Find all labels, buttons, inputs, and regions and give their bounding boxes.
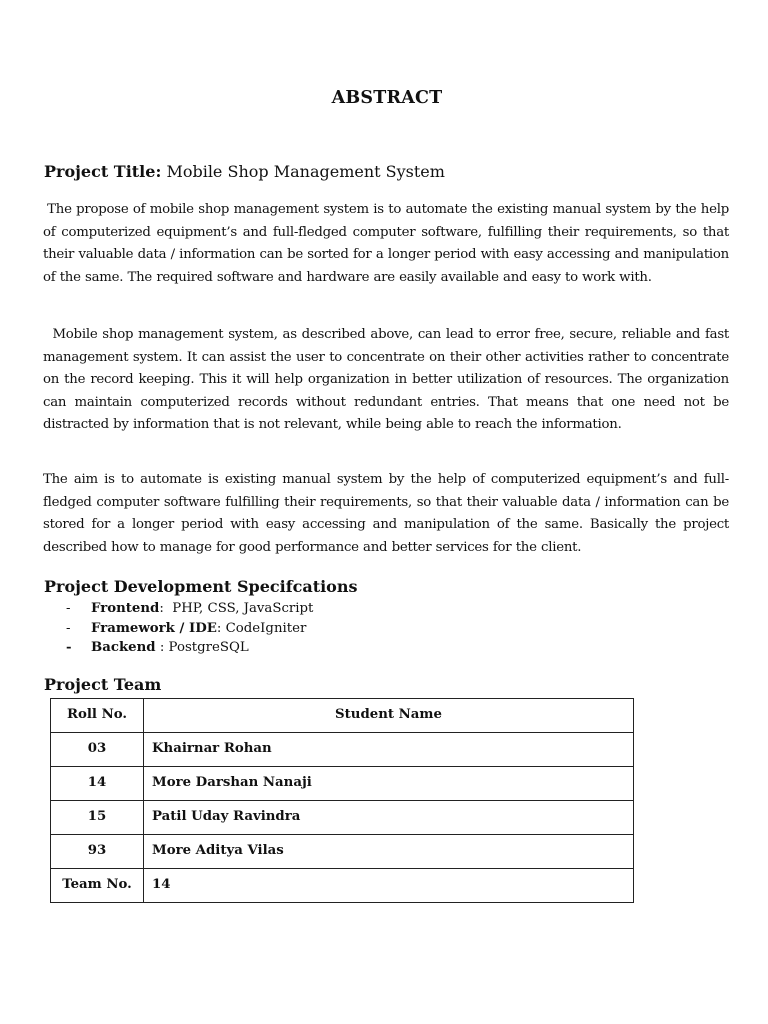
spec-item-framework <box>66 619 313 639</box>
cell-student-name: Khairnar Rohan <box>144 733 634 767</box>
spec-value: PHP, CSS, JavaScript <box>163 601 314 616</box>
header-student-name: Student Name <box>144 699 634 733</box>
project-title-value: Mobile Shop Management System <box>166 162 445 181</box>
paragraph-2-text: Mobile shop management system, as described above, can lead to error free, secure, reliable and fast management system. It can assist the user to concentrate on their other activities rather to concentrate on the record keeping. This it will help organization in better utilization of resources. The organization can maintain computerized records without redundant entries. That means that one need not be distracted by information that is not relevant, while being able to reach the information. <box>43 327 729 433</box>
spec-key: Framework / IDE <box>91 620 217 636</box>
cell-team-no-label: Team No. <box>51 869 144 903</box>
cell-roll-no: 03 <box>51 733 144 767</box>
team-table <box>50 698 634 903</box>
spec-item-frontend <box>66 599 313 619</box>
spec-dash: - <box>66 620 71 636</box>
paragraph-3: The aim is to automate is existing manual system by the help of computerized equipment’s and full-fledged computer software fulfilling their requirements, so that their valuable data / information can be stored for a longer period with easy accessing and manipulation of the same. Basically the project described how to manage for good performance and better services for the client. <box>43 472 729 555</box>
table-row <box>51 767 634 801</box>
table-row <box>51 801 634 835</box>
table-row <box>51 835 634 869</box>
project-title-label: Project Title: <box>44 162 162 181</box>
paragraph-1 <box>43 199 729 289</box>
spec-list <box>66 599 313 658</box>
spec-item-backend <box>66 638 313 658</box>
spec-dash: - <box>66 640 72 655</box>
cell-team-no-value: 14 <box>144 869 634 903</box>
table-row <box>51 733 634 767</box>
spec-key: Backend <box>91 640 156 655</box>
paragraph-1-text: The propose of mobile shop management system is to automate the existing manual system by the help of computerized equipment’s and full-fledged computer software, fulfilling their requirements, so that their valuable data / information can be sorted for a longer period with easy accessing and manipulation of the same. The required software and hardware are easily available and easy to work with. <box>43 202 729 285</box>
spec-value: PostgreSQL <box>164 640 249 655</box>
spec-sep: : <box>155 640 165 655</box>
project-title <box>44 162 445 181</box>
cell-roll-no: 14 <box>51 767 144 801</box>
table-header-row <box>51 699 634 733</box>
cell-roll-no: 93 <box>51 835 144 869</box>
cell-student-name: Patil Uday Ravindra <box>144 801 634 835</box>
spec-sep: : <box>159 601 164 616</box>
spec-sep: : <box>216 620 222 636</box>
paragraph-2 <box>43 324 729 437</box>
spec-key: Frontend <box>91 601 160 616</box>
table-row <box>51 869 634 903</box>
cell-student-name: More Aditya Vilas <box>144 835 634 869</box>
cell-roll-no: 15 <box>51 801 144 835</box>
team-heading: Project Team <box>44 675 162 694</box>
spec-heading: Project Development Specifcations <box>44 577 358 596</box>
spec-dash: - <box>66 601 71 616</box>
cell-student-name: More Darshan Nanaji <box>144 767 634 801</box>
header-roll-no: Roll No. <box>51 699 144 733</box>
abstract-heading: ABSTRACT <box>331 88 443 108</box>
spec-value: CodeIgniter <box>221 620 307 636</box>
